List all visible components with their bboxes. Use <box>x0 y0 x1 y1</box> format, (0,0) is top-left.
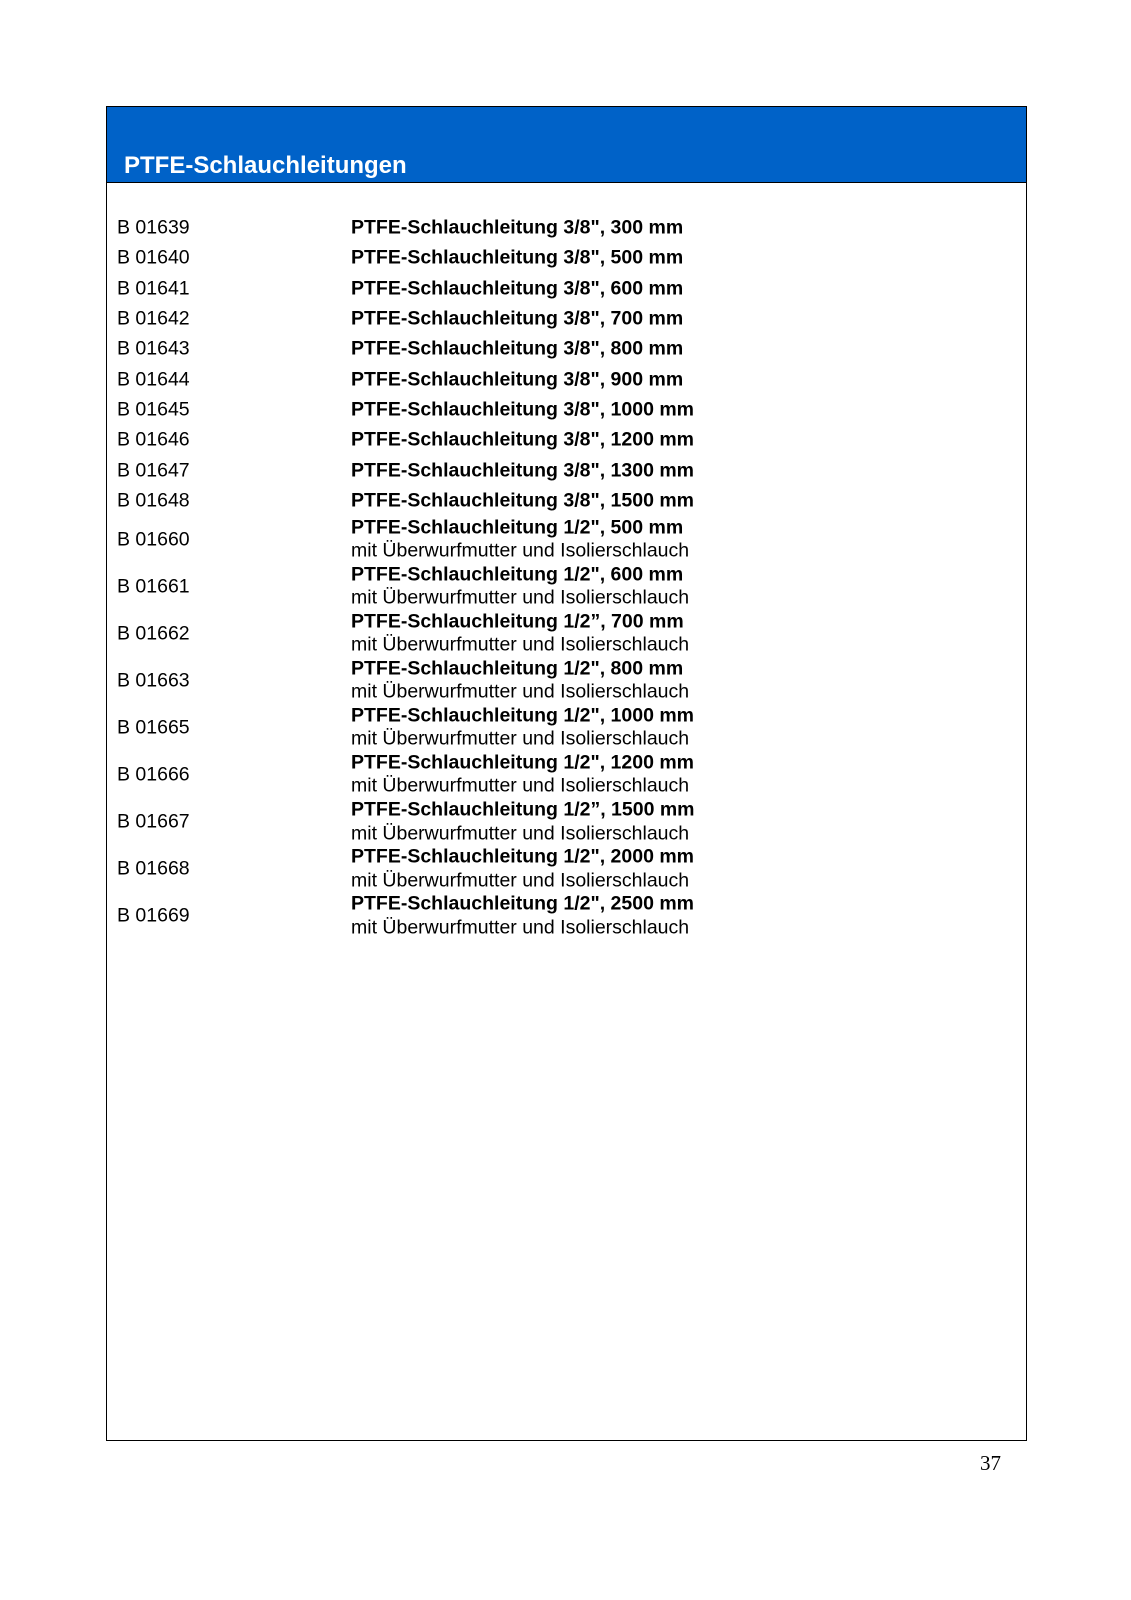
product-row <box>107 274 1026 304</box>
article-number: B 01645 <box>117 398 190 421</box>
article-number: B 01663 <box>117 669 190 692</box>
product-row <box>107 304 1026 334</box>
product-description <box>351 704 694 751</box>
product-name: PTFE-Schlauchleitung 1/2", 800 mm <box>351 657 684 680</box>
product-row <box>107 657 1026 704</box>
product-description <box>351 657 689 704</box>
product-row <box>107 334 1026 364</box>
product-description <box>351 277 683 301</box>
product-row <box>107 364 1026 394</box>
product-row <box>107 213 1026 243</box>
product-description <box>351 247 683 271</box>
product-name: PTFE-Schlauchleitung 3/8", 800 mm <box>351 337 684 360</box>
product-row <box>107 455 1026 485</box>
product-name: PTFE-Schlauchleitung 1/2", 1200 mm <box>351 751 695 774</box>
product-name: PTFE-Schlauchleitung 3/8", 1300 mm <box>351 458 695 481</box>
product-description <box>351 516 689 563</box>
product-detail: mit Überwurfmutter und Isolierschlauch <box>351 633 690 656</box>
product-name: PTFE-Schlauchleitung 3/8", 1000 mm <box>351 398 695 421</box>
product-description <box>351 216 683 240</box>
product-row <box>107 486 1026 516</box>
product-description <box>351 846 694 893</box>
product-detail: mit Überwurfmutter und Isolierschlauch <box>351 869 690 892</box>
article-number: B 01648 <box>117 489 190 512</box>
article-number: B 01640 <box>117 246 190 269</box>
product-description <box>351 459 694 483</box>
product-name: PTFE-Schlauchleitung 3/8", 600 mm <box>351 276 684 299</box>
product-name: PTFE-Schlauchleitung 1/2", 1000 mm <box>351 704 695 727</box>
product-row <box>107 395 1026 425</box>
product-detail: mit Überwurfmutter und Isolierschlauch <box>351 680 690 703</box>
product-detail: mit Überwurfmutter und Isolierschlauch <box>351 586 690 609</box>
product-description <box>351 398 694 422</box>
product-detail: mit Überwurfmutter und Isolierschlauch <box>351 539 690 562</box>
product-list <box>107 213 1026 940</box>
section-header <box>107 107 1026 183</box>
article-number: B 01641 <box>117 277 190 300</box>
product-name: PTFE-Schlauchleitung 1/2", 600 mm <box>351 563 684 586</box>
article-number: B 01667 <box>117 810 190 833</box>
product-detail: mit Überwurfmutter und Isolierschlauch <box>351 916 690 939</box>
article-number: B 01661 <box>117 575 190 598</box>
article-number: B 01662 <box>117 622 190 645</box>
article-number: B 01646 <box>117 428 190 451</box>
article-number: B 01639 <box>117 216 190 239</box>
product-detail: mit Überwurfmutter und Isolierschlauch <box>351 727 690 750</box>
product-description <box>351 428 694 452</box>
product-description <box>351 338 683 362</box>
article-number: B 01643 <box>117 337 190 360</box>
product-row <box>107 425 1026 455</box>
section-title: PTFE-Schlauchleitungen <box>124 152 407 179</box>
product-description <box>351 610 689 657</box>
product-detail: mit Überwurfmutter und Isolierschlauch <box>351 774 690 797</box>
product-row <box>107 751 1026 798</box>
product-name: PTFE-Schlauchleitung 1/2", 2500 mm <box>351 892 695 915</box>
product-name: PTFE-Schlauchleitung 1/2", 500 mm <box>351 516 684 539</box>
product-description <box>351 489 694 513</box>
product-row <box>107 516 1026 563</box>
product-name: PTFE-Schlauchleitung 3/8", 500 mm <box>351 246 684 269</box>
product-row <box>107 243 1026 273</box>
product-description <box>351 751 694 798</box>
article-number: B 01669 <box>117 904 190 927</box>
product-row <box>107 893 1026 940</box>
product-name: PTFE-Schlauchleitung 3/8", 1200 mm <box>351 428 695 451</box>
article-number: B 01660 <box>117 528 190 551</box>
product-row <box>107 563 1026 610</box>
product-name: PTFE-Schlauchleitung 3/8", 300 mm <box>351 216 684 239</box>
product-row <box>107 799 1026 846</box>
product-description <box>351 799 695 846</box>
product-row <box>107 704 1026 751</box>
product-name: PTFE-Schlauchleitung 1/2”, 1500 mm <box>351 798 695 821</box>
article-number: B 01642 <box>117 307 190 330</box>
page-number: 37 <box>980 1451 1001 1475</box>
product-description <box>351 893 694 940</box>
product-name: PTFE-Schlauchleitung 1/2”, 700 mm <box>351 610 684 633</box>
article-number: B 01666 <box>117 763 190 786</box>
product-description <box>351 307 683 331</box>
product-row <box>107 846 1026 893</box>
article-number: B 01668 <box>117 857 190 880</box>
catalog-frame <box>106 106 1027 1441</box>
product-name: PTFE-Schlauchleitung 3/8", 900 mm <box>351 367 684 390</box>
product-detail: mit Überwurfmutter und Isolierschlauch <box>351 822 690 845</box>
product-row <box>107 610 1026 657</box>
product-description <box>351 368 683 392</box>
product-description <box>351 563 689 610</box>
article-number: B 01665 <box>117 716 190 739</box>
article-number: B 01644 <box>117 368 190 391</box>
product-name: PTFE-Schlauchleitung 1/2", 2000 mm <box>351 845 695 868</box>
product-name: PTFE-Schlauchleitung 3/8", 1500 mm <box>351 489 695 512</box>
article-number: B 01647 <box>117 459 190 482</box>
product-name: PTFE-Schlauchleitung 3/8", 700 mm <box>351 307 684 330</box>
